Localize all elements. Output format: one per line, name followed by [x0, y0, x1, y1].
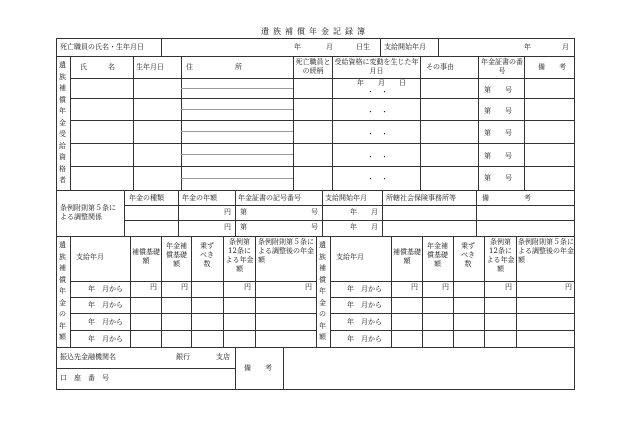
col-days-r: 年金補償基礎額: [427, 242, 448, 268]
year-label-2: 年: [524, 43, 531, 51]
page-title: 遺族補償年金記録簿: [261, 27, 369, 36]
month-label: 月: [326, 43, 333, 51]
dai-label: 第: [240, 208, 247, 216]
yen-label: 円: [224, 223, 231, 231]
bank-name: 銀行: [176, 353, 190, 361]
yen-mark: 円: [181, 283, 188, 291]
from-label: 年 月から: [88, 285, 123, 293]
section3-side-label-right: 遺族補償年金の年額: [319, 241, 326, 341]
dai-label: 第: [240, 223, 247, 231]
day-label: 日生: [356, 43, 370, 51]
from-label: 年 月から: [347, 301, 382, 309]
col-rate-r: 乗ずべき数: [461, 242, 475, 268]
row-dots: ・ ・: [367, 153, 388, 161]
col-address: 住 所: [186, 63, 242, 71]
yen-mark: 円: [565, 283, 572, 291]
yen-mark: 円: [305, 283, 312, 291]
col-kind: 年金の種類: [129, 194, 164, 202]
col-period-r: 支給年月: [336, 253, 364, 261]
section3-side-label-left: 遺族補償年金の年額: [59, 241, 66, 341]
col-cert-no: 年金証書の番号: [481, 58, 523, 75]
cert-suffix: 第 号: [484, 174, 512, 182]
from-label: 年 月から: [88, 301, 123, 309]
cert-suffix: 第 号: [484, 107, 512, 115]
col-office: 所轄社会保険事務所等: [386, 194, 456, 202]
yen-mark: 円: [411, 283, 418, 291]
from-label: 年 月から: [347, 335, 382, 343]
payment-start-label: 支給開始年月: [384, 43, 426, 51]
col-reason: その事由: [426, 63, 454, 71]
from-label: 年 月から: [347, 318, 382, 326]
date-head: 年 月 日: [357, 79, 406, 87]
branch-name: 支店: [216, 353, 230, 361]
cert-suffix: 第 号: [484, 152, 512, 160]
bank-label: 振込先金融機関名: [60, 353, 116, 361]
row-dots: ・ ・: [367, 175, 388, 183]
ym-label: 年 月: [350, 223, 378, 231]
from-label: 年 月から: [347, 285, 382, 293]
col-art12: 条例第12条による年金額: [225, 238, 254, 273]
col-adjusted: 条例附則第５条による調整後の年金額: [258, 238, 314, 264]
month-label-2: 月: [562, 43, 569, 51]
col-name: 氏 名: [80, 63, 115, 71]
col-amount: 年金の年額: [182, 194, 217, 202]
go-label: 号: [311, 208, 318, 216]
yen-mark: 円: [505, 283, 512, 291]
yen-mark: 円: [244, 283, 251, 291]
row-dots: ・ ・: [367, 130, 388, 138]
section1-side-label: 遺族補償年金受給資格者: [59, 61, 66, 184]
yen-mark: 円: [150, 283, 157, 291]
cert-suffix: 第 号: [484, 86, 512, 94]
col-birth: 生年月日: [136, 63, 164, 71]
yen-mark: 円: [442, 283, 449, 291]
col-days: 年金補償基礎額: [166, 242, 187, 268]
row-dots: ・ ・: [367, 108, 388, 116]
from-label: 年 月から: [88, 335, 123, 343]
col-period: 支給年月: [76, 253, 104, 261]
col-art12-r: 条例第12条による年金額: [486, 238, 515, 273]
account-label: 口 座 番 号: [60, 374, 109, 382]
col-rate: 乗ずべき数: [200, 242, 214, 268]
footer-remarks-label: 備 考: [244, 364, 272, 372]
col-cert-no-2: 年金証書の記号番号: [238, 194, 301, 202]
ym-label: 年 月: [350, 208, 378, 216]
col-base-r: 補償基礎額: [393, 248, 421, 265]
col-relation: 死亡職員との続柄: [295, 58, 331, 75]
yen-label: 円: [224, 208, 231, 216]
col-base: 補償基礎額: [132, 248, 160, 265]
year-label: 年: [294, 43, 301, 51]
col-change-date: 受給資格に変動を生じた年月日: [334, 58, 419, 75]
section2-side-label: 条例附則第５条による調整関係: [60, 204, 116, 221]
col-adjusted-r: 条例附則第５条による調整後の年金額: [518, 238, 574, 264]
deceased-label: 死亡職員の氏名・生年月日: [60, 43, 144, 51]
go-label: 号: [311, 223, 318, 231]
col-start: 支給開始年月: [325, 194, 367, 202]
row-dots: ・ ・: [367, 88, 388, 96]
from-label: 年 月から: [88, 318, 123, 326]
col-remarks: 備 考: [538, 63, 566, 71]
cert-suffix: 第 号: [484, 129, 512, 137]
col-remarks-2: 備 考: [482, 194, 531, 202]
